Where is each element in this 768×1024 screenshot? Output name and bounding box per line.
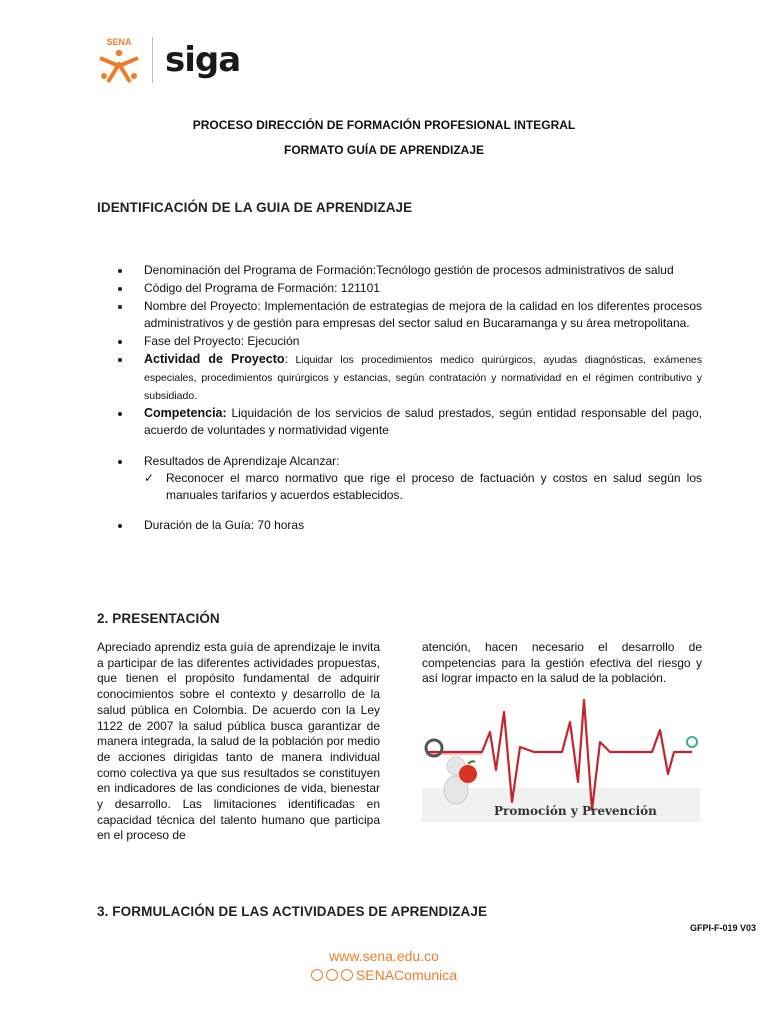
logo-divider [152, 37, 153, 83]
process-title: PROCESO DIRECCIÓN DE FORMACIÓN PROFESIONAL INTEGRAL [192, 118, 576, 132]
document-header [96, 34, 240, 86]
bullet-icon [118, 412, 122, 416]
bullet-icon [118, 524, 122, 528]
twitter-icon[interactable] [326, 969, 338, 981]
bullet-icon [118, 269, 122, 273]
identification-list [118, 262, 702, 534]
list-item-resultados: Resultados de Aprendizaje Alcanzar: [118, 453, 702, 470]
formulation-heading: 3. FORMULACIÓN DE LAS ACTIVIDADES DE APRENDIZAJE [97, 904, 488, 919]
bullet-icon [118, 460, 122, 464]
image-caption: Promoción y Prevención [494, 804, 657, 818]
footer-social [0, 967, 768, 983]
bullet-icon [118, 305, 122, 309]
presentation-text-left: Apreciado aprendiz esta guía de aprendizaje le invita a participar de las diferentes actividades propuestas, que tienen el propósito fundamental de adquirir conocimientos sobre el contexto y desarrollo de la salud pública en Colombia. De acuerdo con la Ley 1122 de 2007 la salud pública busca garantizar de manera integrada, la salud de la población por medio de acciones dirigidas tanto de manera individual como colectiva ya que sus resultados se constituyen en indicadores de las condiciones de vida, bienestar y desarrollo. Las limitaciones identificadas en capacidad técnica del talento humano que participa en el proceso de [97, 640, 380, 843]
identification-heading: IDENTIFICACIÓN DE LA GUIA DE APRENDIZAJE [97, 200, 413, 215]
bullet-icon [118, 287, 122, 291]
list-item-duracion: Duración de la Guía: 70 horas [118, 517, 702, 534]
document-code: GFPI-F-019 V03 [689, 923, 756, 933]
checkmark-icon: ✓ [144, 471, 155, 485]
bullet-icon [118, 340, 122, 344]
format-title: FORMATO GUÍA DE APRENDIZAJE [283, 143, 484, 157]
list-item: Código del Programa de Formación: 121101 [118, 280, 702, 297]
sena-logo-icon [96, 36, 142, 84]
footer-social-handle[interactable]: SENAComunica [355, 967, 458, 983]
list-item: Nombre del Proyecto: Implementación de estrategias de mejora de la calidad en los diferentes procesos administrativos y de gestión para empresas del sector salud en Bucaramanga y su área metropolitana. [118, 298, 702, 332]
presentation-text-right: atención, hacen necesario el desarrollo de competencias para la gestión efectiva del riesgo y así lograr impacto en la salud de la población. [422, 640, 702, 686]
list-item-competencia: Competencia: Liquidación de los servicios de salud prestados, según entidad responsable del pago, acuerdo de voluntades y normatividad vigente [118, 405, 702, 439]
instagram-icon[interactable] [341, 969, 353, 981]
facebook-icon[interactable] [311, 969, 323, 981]
siga-logo: siga [165, 40, 241, 80]
svg-text:SENA: SENA [106, 37, 132, 47]
footer-url-link[interactable]: www.sena.edu.co [329, 948, 439, 964]
list-item-resultado: ✓ Reconocer el marco normativo que rige el proceso de factuación y costos en salud según los manuales tarifarios y acuerdos establecidos. [144, 471, 702, 502]
bullet-icon [118, 358, 122, 362]
presentation-heading: 2. PRESENTACIÓN [97, 611, 220, 626]
list-item: Fase del Proyecto: Ejecución [118, 333, 702, 350]
list-item: Denominación del Programa de Formación:Tecnólogo gestión de procesos administrativos de salud [118, 262, 702, 279]
promotion-prevention-image [422, 692, 700, 822]
list-item-actividad: Actividad de Proyecto: Liquidar los procedimientos medico quirúrgicos, ayudas diagnósticas, exámenes especiales, procedimientos quirúrgicos y estancias, según contratación y normatividad en el régimen contributivo y subsidiado. [118, 351, 702, 405]
